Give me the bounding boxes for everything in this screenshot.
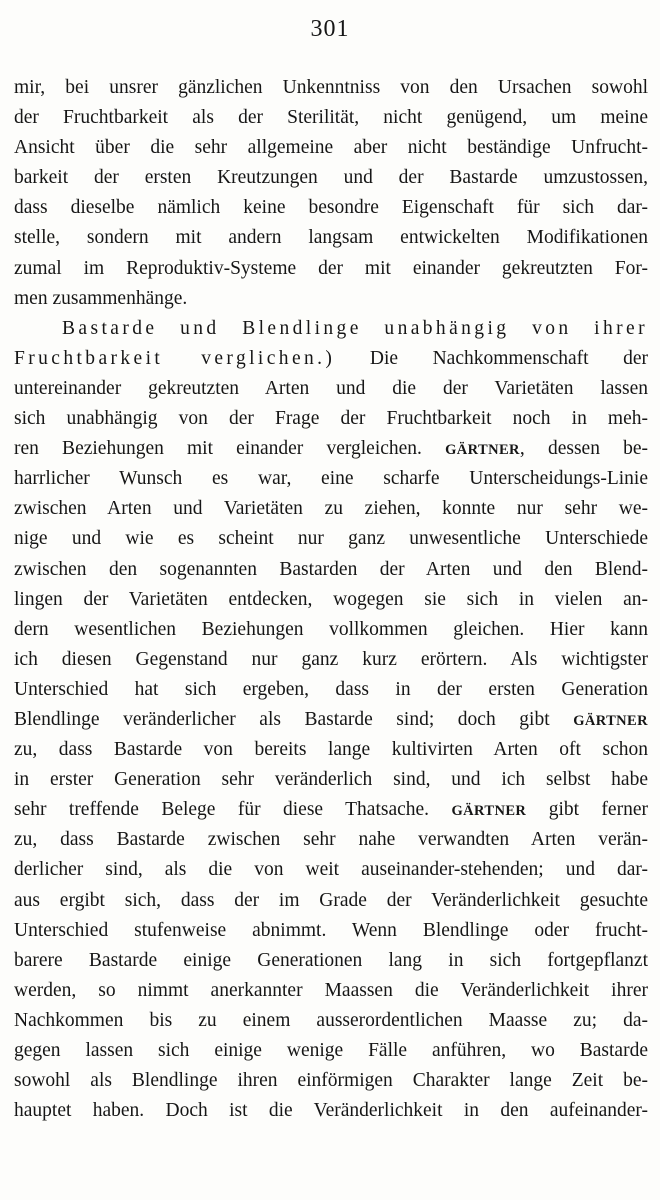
text-line: zumal im Reproduktiv-Systeme der mit einander gekreutzten For-	[14, 257, 648, 279]
text-line: ich diesen Gegenstand nur ganz kurz erörtern. Als wichtigster	[14, 648, 648, 670]
text-line	[14, 344, 648, 374]
text-line: zu, dass Bastarde zwischen sehr nahe verwandten Arten verän-	[14, 829, 648, 851]
text-line: harrlicher Wunsch es war, eine scharfe Unterscheidungs-Linie	[14, 468, 648, 490]
text-segment: Die Nachkommenschaft der	[335, 347, 649, 369]
text-line: dern wesentlichen Beziehungen vollkommen gleichen. Hier kann	[14, 618, 648, 640]
section-heading-line	[14, 314, 648, 344]
author-name-gaertner: GÄRTNER	[451, 803, 527, 820]
text-line: Nachkommen bis zu einem ausserordentlichen Maasse zu; da-	[14, 1009, 648, 1031]
text-segment: ren Beziehungen mit einander vergleichen.	[14, 438, 446, 460]
text-line: in erster Generation sehr veränderlich sind, und ich selbst habe	[14, 769, 648, 791]
text-line: untereinander gekreutzten Arten und die der Varietäten lassen	[14, 377, 648, 399]
body-text	[14, 73, 648, 1126]
text-line: zu, dass Bastarde von bereits lange kultivirten Arten oft schon	[14, 739, 648, 761]
text-line: Unterschied hat sich ergeben, dass in der ersten Generation	[14, 678, 648, 700]
text-line: der Fruchtbarkeit als der Sterilität, nicht genügend, um meine	[14, 107, 648, 129]
author-name-gaertner: GÄRTNER	[573, 712, 648, 729]
text-segment: Blendlinge veränderlicher als Bastarde sind; doch gibt	[14, 708, 574, 730]
text-line: hauptet haben. Doch ist die Veränderlichkeit in den aufeinander-	[14, 1100, 648, 1122]
section-heading: Bastarde und Blendlinge unabhängig von ihrer	[62, 317, 648, 339]
text-line: werden, so nimmt anerkannter Maassen die Veränderlichkeit ihrer	[14, 979, 648, 1001]
text-line: Ansicht über die sehr allgemeine aber nicht beständige Unfrucht-	[14, 137, 648, 159]
text-line	[14, 434, 648, 464]
text-line: barere Bastarde einige Generationen lang in sich fortgepflanzt	[14, 949, 648, 971]
text-line: aus ergibt sich, dass der im Grade der Veränderlichkeit gesuchte	[14, 889, 648, 911]
text-line: nige und wie es scheint nur ganz unwesentliche Unterschiede	[14, 528, 648, 550]
page-number: 301	[310, 16, 350, 42]
section-heading-continued: Fruchtbarkeit verglichen.)	[14, 347, 336, 369]
text-segment: sehr treffende Belege für diese Thatsache.	[14, 799, 452, 821]
text-line: gegen lassen sich einige wenige Fälle anführen, wo Bastarde	[14, 1040, 648, 1061]
text-segment: gibt ferner	[526, 799, 648, 821]
text-line: zwischen den sogenannten Bastarden der Arten und den Blend-	[14, 558, 648, 580]
text-line: Unterschied stufenweise abnimmt. Wenn Blendlinge oder frucht-	[14, 919, 648, 941]
text-line: dass dieselbe nämlich keine besondre Eigenschaft für sich dar-	[14, 197, 648, 219]
text-line	[14, 705, 648, 735]
text-line: men zusammenhänge.	[14, 287, 188, 309]
text-segment: , dessen be-	[519, 438, 649, 460]
author-name-gaertner: GÄRTNER	[445, 442, 520, 459]
text-line: derlicher sind, als die von weit auseinander-stehenden; und dar-	[14, 859, 648, 881]
text-line	[14, 795, 648, 825]
text-line: zwischen Arten und Varietäten zu ziehen, konnte nur sehr we-	[14, 498, 648, 520]
text-line: sich unabhängig von der Frage der Fruchtbarkeit noch in meh-	[14, 408, 648, 430]
text-line: lingen der Varietäten entdecken, wogegen sie sich in vielen an-	[14, 588, 648, 610]
text-line: sowohl als Blendlinge ihren einförmigen Charakter lange Zeit be-	[14, 1070, 648, 1092]
text-line: stelle, sondern mit andern langsam entwickelten Modifikationen	[14, 227, 648, 249]
text-line: mir, bei unsrer gänzlichen Unkenntniss von den Ursachen sowohl	[14, 77, 648, 98]
text-line: barkeit der ersten Kreutzungen und der Bastarde umzustossen,	[14, 167, 648, 189]
